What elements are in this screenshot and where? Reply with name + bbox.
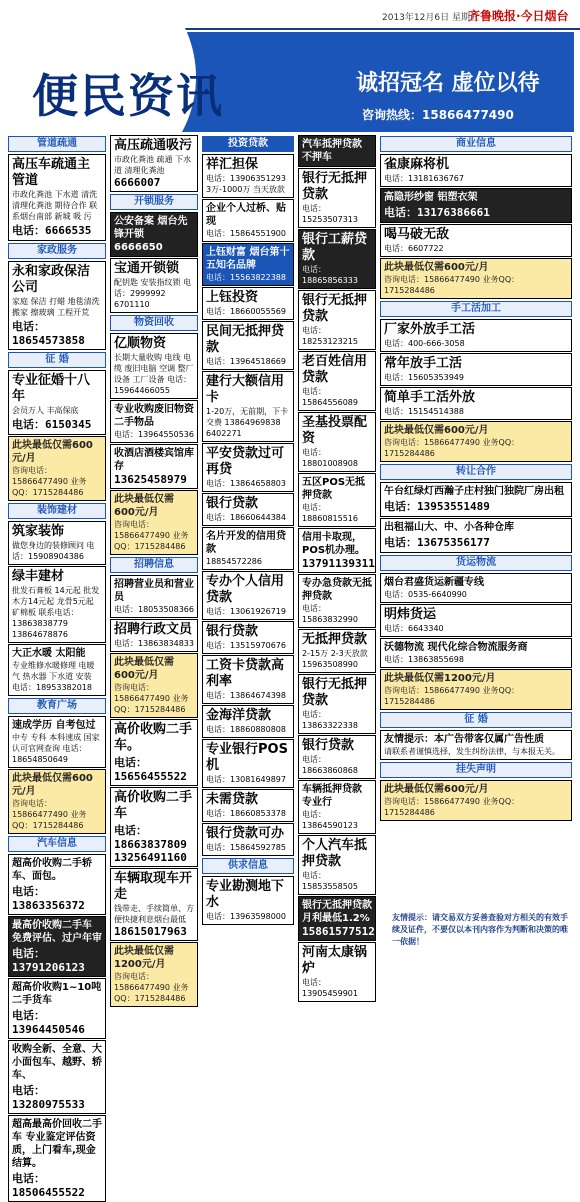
ad-title: 绿丰建材 — [12, 569, 65, 584]
ad-title: 专业勘测地下水 — [206, 879, 285, 910]
classified-ad — [298, 896, 376, 941]
ad-title: 常年放手工活 — [384, 356, 463, 371]
ad-body: 电话：13864658803 — [206, 479, 286, 488]
classified-ad — [110, 333, 198, 399]
classified-ad — [202, 154, 294, 198]
ad-title: 银行无抵押贷款 — [302, 677, 368, 708]
ad-body: 咨询电话：15866477490 业务QQ：1715284486 — [384, 438, 520, 458]
ad-body: 电话：13964518669 — [206, 357, 286, 366]
classified-ad — [298, 942, 376, 1002]
ad-title: 企业个人过桥、贴现 — [206, 203, 286, 227]
ad-title: 烟台君盛货运新疆专线 — [384, 577, 484, 588]
category-heading: 供求信息 — [202, 858, 294, 874]
classified-ad — [8, 916, 106, 977]
category-heading: 招聘信息 — [110, 557, 198, 573]
ad-body: 咨询电话：15866477490 业务QQ：1715284486 — [384, 797, 520, 817]
ad-body: 电话：18663860868 — [302, 755, 358, 775]
classified-ad — [8, 521, 106, 565]
ad-title: 银行贷款 — [206, 624, 259, 639]
classified-ad — [202, 823, 294, 856]
category-heading: 物资回收 — [110, 315, 198, 331]
classified-ad — [202, 655, 294, 704]
ad-title: 个人汽车抵押贷款 — [302, 838, 368, 869]
ad-title: 午台红绿灯西瀚子庄村独门独院厂房出租 — [384, 486, 564, 497]
ad-title: 招聘营业员和营业员 — [114, 579, 194, 603]
ad-phone: 13791139311 — [302, 557, 375, 570]
ad-body: 电话：18660055569 — [206, 307, 286, 316]
ad-title: 最高价收购二手车 免费评估、过户年审 — [12, 920, 102, 944]
ad-title: 银行贷款可办 — [206, 826, 285, 841]
ad-title: 公安备案 烟台先锋开锁 6666650 — [114, 216, 188, 253]
classified-ad — [110, 868, 198, 941]
ad-body: 配钥匙 安装指纹锁 电话：2999992 6701110 — [114, 278, 192, 309]
category-heading: 征 婚 — [8, 352, 106, 368]
classified-ad — [380, 188, 572, 223]
ad-title: 高隐形纱窗 铝塑衣架 — [384, 192, 478, 203]
column-4 — [296, 134, 378, 998]
ad-title: 专业银行POS机 — [206, 742, 288, 773]
ad-title: 银行无抵押贷款 — [302, 171, 368, 202]
ad-body: 电话：18253123215 — [302, 326, 358, 346]
classified-ad — [380, 730, 572, 760]
ad-title: 汽车抵押贷款 不押车 — [302, 139, 362, 163]
classified-ad — [202, 571, 294, 620]
classified-ad — [110, 619, 198, 652]
ad-body: 电话：15154514388 — [384, 407, 464, 416]
category-heading: 手工活加工 — [380, 301, 572, 317]
classified-ad — [110, 787, 198, 867]
ad-title: 民间无抵押贷款 — [206, 324, 285, 355]
ad-body: 咨询电话：15866477490 业务QQ：1715284486 — [12, 799, 87, 830]
ad-title: 祥汇担保 — [206, 157, 259, 172]
classified-ad — [8, 769, 106, 834]
ad-body: 咨询电话：15866477490 业务QQ：1715284486 — [114, 972, 189, 1003]
ad-title: 专办急贷款无抵押贷款 — [302, 578, 372, 602]
classified-ad — [202, 287, 294, 320]
classified-ad — [298, 735, 376, 779]
classified-ad — [298, 629, 376, 673]
classified-ad — [298, 229, 376, 289]
classified-ad — [380, 482, 572, 517]
classified-ad — [110, 212, 198, 257]
ad-phone: 13625458979 — [114, 473, 187, 486]
category-heading: 货运物流 — [380, 555, 572, 571]
ad-title: 圣基投票配资 — [302, 415, 368, 446]
classified-ad — [202, 371, 294, 442]
classified-ad — [380, 421, 572, 462]
ad-title: 银行贷款 — [302, 738, 355, 753]
ad-title: 此块最低仅需600元/月 — [12, 440, 93, 464]
ad-body: 电话：400-666-3058 — [384, 339, 465, 348]
ad-phone: 电话：13176386661 — [384, 206, 490, 219]
ad-body: 做您身边的装修顾问 电话：15908904386 — [12, 541, 95, 561]
category-heading: 转让合作 — [380, 464, 572, 480]
classified-ad — [8, 716, 106, 768]
ad-phone: 电话：6150345 — [12, 418, 92, 431]
classified-ad — [110, 575, 198, 618]
ad-title: 未需贷款 — [206, 792, 259, 807]
ad-body: 电话：15563822388 — [206, 273, 286, 282]
ad-title: 车辆取现车开走 — [114, 871, 193, 902]
ad-title: 高压车疏通主管道 — [12, 157, 91, 188]
ad-body: 会员万人 丰高保底 — [12, 406, 79, 415]
ad-title: 简单手工活外放 — [384, 390, 476, 405]
classified-ad — [110, 444, 198, 489]
ad-title: 此块最低仅需1200元/月 — [384, 673, 496, 684]
ad-title: 银行工薪贷款 — [302, 232, 368, 263]
ad-title: 招聘行政文员 — [114, 622, 193, 637]
ad-body: 电话：13181636767 — [384, 174, 464, 183]
ad-body: 电话：13061926719 — [206, 607, 286, 616]
ad-body: 电话：13964550536 — [114, 430, 194, 439]
ad-title: 上钰财富 烟台第十五知名品牌 — [206, 247, 290, 271]
ad-body: 专业维修水暖修理 电暖气 热水器 下水道 安装 电话：18953382018 — [12, 661, 95, 692]
ad-body: 18854572286 — [206, 557, 262, 566]
ad-title: 河南太康锅炉 — [302, 945, 368, 976]
classified-ad — [380, 353, 572, 386]
ad-title: 此块最低仅需600元/月 — [384, 784, 489, 795]
category-heading: 家政服务 — [8, 243, 106, 259]
ad-body: 家庭 保洁 打蜡 地毯清洗 搬家 擦玻璃 工程开荒 — [12, 297, 100, 317]
classified-ad — [380, 154, 572, 187]
ad-title: 名片开发的信用贷款 — [206, 531, 286, 555]
ad-title: 高价收购二手车。 — [114, 722, 193, 753]
ad-body: 电话：13963598000 — [206, 912, 286, 921]
ad-body: 电话：15864592785 — [206, 843, 286, 852]
ad-title: 银行贷款 — [206, 496, 259, 511]
ad-title: 老百姓信用贷款 — [302, 354, 368, 385]
classified-ad — [110, 942, 198, 1007]
ad-phone: 电话：6666535 — [12, 224, 92, 237]
ad-body: 电话：15863832990 — [302, 604, 358, 624]
classified-ad — [298, 574, 376, 628]
classified-ad — [110, 490, 198, 555]
ad-title: 超高价收购二手轿车、面包。 — [12, 858, 92, 882]
classified-ad — [110, 719, 198, 786]
ad-phone: 电话：18654573858 — [12, 320, 85, 347]
category-heading: 征 婚 — [380, 712, 572, 728]
classified-ad — [8, 436, 106, 501]
ad-title: 筑家装饰 — [12, 524, 65, 539]
ad-title: 信用卡取现，POS机办理。 — [302, 532, 366, 556]
classified-ad — [380, 780, 572, 821]
classified-ad — [298, 674, 376, 734]
classified-ad — [202, 199, 294, 242]
classified-ad — [110, 135, 198, 192]
classified-ad — [380, 604, 572, 637]
classified-ad — [8, 261, 106, 350]
hero-slogan: 诚招冠名 虚位以待 — [356, 71, 540, 96]
classified-ad — [202, 321, 294, 370]
category-heading: 教育广场 — [8, 698, 106, 714]
classified-ad — [298, 351, 376, 411]
ad-title: 厂家外放手工活 — [384, 322, 476, 337]
classified-ad — [380, 319, 572, 352]
ad-title: 工资卡贷款高利率 — [206, 658, 285, 689]
category-heading: 装饰建材 — [8, 503, 106, 519]
ad-title: 友情提示：本广告带客仅属广告性质 — [384, 734, 544, 745]
classified-ad — [298, 780, 376, 834]
classified-ad — [202, 621, 294, 654]
category-heading: 商业信息 — [380, 136, 572, 152]
classified-ad — [298, 473, 376, 527]
classified-ad — [202, 739, 294, 788]
classified-ad — [380, 224, 572, 257]
category-heading: 管道疏通 — [8, 136, 106, 152]
ad-body: 电话：15253507313 — [302, 204, 358, 224]
ad-title: 沃德物流 现代化综合物流服务商 — [384, 642, 528, 653]
ad-body: 电话：15853558505 — [302, 871, 358, 891]
classified-ad — [8, 154, 106, 241]
brand-logo: 齐鲁晚报·今日烟台 — [468, 9, 569, 23]
ad-title: 速成学历 自考包过 — [12, 720, 96, 731]
category-heading: 投资贷款 — [202, 136, 294, 152]
ad-body: 市政化粪池 疏通 下水道 清理化粪池 — [114, 155, 192, 175]
classified-ad — [298, 528, 376, 573]
ad-title: 明炜货运 — [384, 607, 437, 622]
ad-title: 此块最低仅需600元/月 — [114, 657, 174, 681]
ad-body: 电话：15864551900 — [206, 229, 286, 238]
ad-body: 电话：15605353949 — [384, 373, 464, 382]
ad-title: 喝马破无敌 — [384, 227, 450, 242]
ad-body: 请联系者谨慎选择，发生纠纷法律，与本报无关。 — [384, 747, 560, 756]
ad-phone: 电话：13953551489 — [384, 500, 490, 513]
ad-body: 电话：18660644384 — [206, 513, 286, 522]
ad-body: 电话：18860880808 — [206, 725, 286, 734]
ad-body: 咨询电话：15866477490 业务QQ：1715284486 — [12, 466, 87, 497]
ad-phone: 18615017963 — [114, 925, 187, 938]
classified-ad — [8, 978, 106, 1039]
classified-ad — [202, 493, 294, 526]
ad-title: 亿顺物资 — [114, 336, 167, 351]
ad-title: 雀康麻将机 — [384, 157, 450, 172]
ad-title: 出租福山大、中、小各种仓库 — [384, 522, 514, 533]
ad-title: 建行大额信用卡 — [206, 374, 285, 405]
ad-body: 电话：13864590123 — [302, 810, 358, 830]
ad-body: 市政化粪池 下水道 清洗 清理化粪池 期待合作 联系烟台南部 新城 吸 污 — [12, 190, 98, 221]
hero-hotline: 咨询热线：15866477490 — [362, 108, 514, 122]
ad-body: 电话：0535-6640990 — [384, 590, 467, 599]
category-heading: 挂失声明 — [380, 762, 572, 778]
ad-title: 此块最低仅需600元/月 — [384, 425, 489, 436]
ad-body: 咨询电话：15866477490 业务QQ：1715284486 — [384, 686, 520, 706]
column-1 — [6, 134, 108, 1199]
ad-body: 电话：15864556089 — [302, 387, 358, 407]
classified-ad — [202, 705, 294, 738]
category-heading: 开锁服务 — [110, 194, 198, 210]
classified-ad — [8, 370, 106, 435]
ad-title: 超高最高价回收二手车 专业鉴定评估资质，上门看车,现金结算。 — [12, 1119, 102, 1169]
classified-ad — [202, 443, 294, 492]
ad-body: 电话：13081649897 — [206, 775, 286, 784]
ad-body: 1-20万，无前期，下卡交费 13864969838 6402271 — [206, 407, 289, 438]
ad-title: 收购全新、全意、大小面包车、越野、轿车、 — [12, 1044, 102, 1081]
classified-ad — [202, 527, 294, 570]
ad-phone: 电话：13280975533 — [12, 1084, 85, 1111]
ad-body: 电话：6607722 — [384, 244, 444, 253]
ad-body: 电话：13863855698 — [384, 655, 464, 664]
ad-phone: 6666007 — [114, 176, 161, 189]
ad-phone: 电话：18506455522 — [12, 1172, 85, 1199]
ad-title: 此块最低仅需1200元/月 — [114, 946, 174, 970]
classified-ad — [298, 135, 376, 167]
ad-phone: 电话：13675356177 — [384, 536, 490, 549]
ad-body: 咨询电话：15866477490 业务QQ：1715284486 — [384, 275, 520, 295]
ad-body: 电话：13863834833 — [114, 639, 194, 648]
classified-ad — [298, 168, 376, 228]
ad-title: 大正水暖 太阳能 — [12, 648, 86, 659]
ad-body: 2-15万 2-3天放款 15963508990 — [302, 649, 368, 669]
ad-phone: 电话：13791206123 — [12, 947, 85, 974]
classified-ad — [380, 573, 572, 603]
ad-title: 超高价收购1~10吨二手货车 — [12, 982, 102, 1006]
ad-title: 车辆抵押贷款 专业行 — [302, 784, 362, 808]
classified-ad — [298, 412, 376, 472]
column-3 — [200, 134, 296, 972]
ad-body: 电话：6643340 — [384, 624, 444, 633]
ad-title: 专业收购废旧物资二手物品 — [114, 404, 194, 428]
classified-ad — [380, 669, 572, 710]
classified-ad — [202, 243, 294, 286]
ad-body: 咨询电话：15866477490 业务QQ：1715284486 — [114, 520, 189, 551]
ad-body: 批发石膏板 14元起 批发 木方14元起 龙骨5元起 矿棉板 联系电话：13863838779 13864678876 — [12, 586, 100, 639]
classified-ad — [8, 854, 106, 915]
ad-title: 银行无抵押贷款 月利最低1.2% — [302, 900, 372, 924]
ad-title: 此块最低仅需600元/月 — [114, 494, 174, 518]
ad-title: 无抵押贷款 — [302, 632, 368, 647]
ad-title: 宝通开锁锁 — [114, 261, 180, 276]
ad-body: 电话：18660853378 — [206, 809, 286, 818]
ad-title: 此块最低仅需600元/月 — [12, 773, 93, 797]
ad-body: 长期大量收购 电线 电缆 废旧电脑 空调 整厂设备 工厂设备 电话：15964466055 — [114, 353, 194, 395]
ad-body: 电话：13864674398 — [206, 691, 286, 700]
ad-title: 专业征婚十八年 — [12, 373, 91, 404]
classified-ad — [8, 644, 106, 696]
ad-title: 高价收购二手车 — [114, 790, 193, 821]
classified-ad — [8, 1115, 106, 1202]
ad-title: 永和家政保洁公司 — [12, 264, 91, 295]
ad-phone: 15861577512 — [302, 925, 375, 938]
ad-body: 电话：13515970676 — [206, 641, 286, 650]
column-5 — [378, 134, 574, 972]
ad-body: 电话：18801008908 — [302, 448, 358, 468]
ad-title: 专办个人信用贷款 — [206, 574, 285, 605]
classified-ad — [110, 653, 198, 718]
ad-body: 电话：13905459901 — [302, 978, 358, 998]
ad-title: 上钰投资 — [206, 290, 259, 305]
classified-ad — [380, 518, 572, 553]
classified-ad — [380, 258, 572, 299]
footer-note: 友情提示：请交易双方妥善查验对方相关的有效手续及证件，不要仅以本刊内容作为判断和决策的唯一依据！ — [392, 913, 568, 946]
ad-phone: 电话：18663837809 13256491160 — [114, 824, 187, 864]
ad-body: 电话：13906351293 3万-1000万 当天放款 — [206, 174, 286, 194]
ad-body: 咨询电话：15866477490 业务QQ：1715284486 — [114, 683, 189, 714]
date: 2013年12月6日 星期五 — [382, 13, 479, 23]
hero-title: 便民资讯 — [32, 69, 224, 123]
classified-ad — [110, 400, 198, 443]
ad-body: 电话：18865856333 — [302, 265, 358, 285]
classified-ad — [380, 638, 572, 668]
classified-ad — [202, 876, 294, 925]
classified-ad — [298, 835, 376, 895]
ad-title: 高压疏通吸污 — [114, 138, 193, 153]
ad-title: 收酒店酒楼宾馆库存 — [114, 448, 194, 472]
ad-phone: 电话：13964450546 — [12, 1009, 85, 1036]
category-heading: 汽车信息 — [8, 836, 106, 852]
ad-body: 电话：18053508366 — [114, 605, 194, 614]
ad-body: 钱带走、手续简单、方便快捷利息烟台最低 — [114, 904, 194, 924]
ad-title: 五区POS无抵押贷款 — [302, 477, 366, 501]
classified-ad — [298, 290, 376, 350]
ad-title: 此块最低仅需600元/月 — [384, 262, 489, 273]
classified-ad — [8, 1040, 106, 1114]
classified-ad — [8, 566, 106, 643]
ad-body: 电话：13863322338 — [302, 710, 358, 730]
classified-ad — [202, 789, 294, 822]
classified-ad — [110, 258, 198, 313]
hero-banner — [6, 32, 574, 132]
column-2 — [108, 134, 200, 1003]
ad-phone: 电话：15656455522 — [114, 756, 187, 783]
ad-title: 银行无抵押贷款 — [302, 293, 368, 324]
ad-body: 中专 专科 本科速成 国家认可官网查询 电话：18654850649 — [12, 733, 100, 764]
ad-title: 金海洋贷款 — [206, 708, 272, 723]
ad-phone: 电话：13863356372 — [12, 885, 85, 912]
classified-ad — [380, 387, 572, 420]
ad-body: 电话：18860815516 — [302, 503, 358, 523]
ad-title: 平安贷款过可再贷 — [206, 446, 285, 477]
